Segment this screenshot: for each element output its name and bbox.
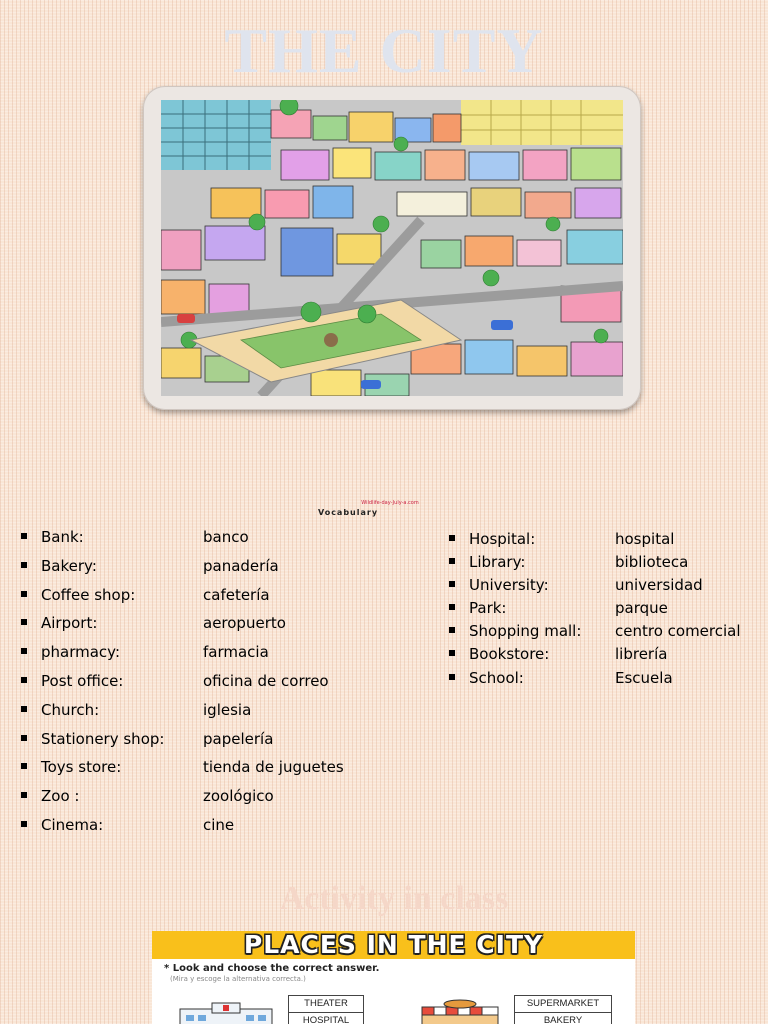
- vocabulary-label: Vocabulary: [317, 508, 379, 517]
- bullet-icon: [21, 706, 27, 712]
- vocab-english: Coffee shop:: [41, 585, 136, 604]
- vocab-spanish: biblioteca: [615, 553, 689, 572]
- vocab-english: Bookstore:: [469, 645, 550, 664]
- vocab-spanish: cine: [203, 815, 235, 834]
- answer-box-2: [514, 995, 612, 1024]
- bullet-icon: [21, 677, 27, 683]
- vocab-spanish: banco: [203, 528, 249, 546]
- answer-option[interactable]: THEATER: [289, 996, 363, 1013]
- bullet-icon: [449, 581, 455, 587]
- bullet-icon: [449, 535, 455, 541]
- bullet-icon: [21, 591, 27, 597]
- bullet-icon: [21, 763, 27, 769]
- bullet-icon: [21, 562, 27, 568]
- vocab-english: Bakery:: [41, 556, 97, 575]
- vocab-spanish: librería: [615, 645, 668, 664]
- watermark-text: Wildlife-day-July-a.com: [361, 500, 419, 506]
- vocab-english: Zoo :: [41, 787, 80, 806]
- vocab-english: Cinema:: [41, 815, 104, 834]
- vocab-english: Post office:: [41, 671, 124, 690]
- vocab-spanish: aeropuerto: [203, 614, 286, 633]
- city-illustration-frame: [143, 86, 641, 410]
- answer-box-1: [288, 995, 364, 1024]
- vocab-english: Bank:: [41, 528, 84, 546]
- vocab-spanish: oficina de correo: [203, 671, 329, 690]
- bakery-icon: [420, 999, 500, 1024]
- worksheet-title: PLACES IN THE CITY: [243, 931, 544, 959]
- bullet-icon: [21, 792, 27, 798]
- bullet-icon: [21, 735, 27, 741]
- vocab-english: Stationery shop:: [41, 729, 165, 748]
- vocab-english: Park:: [469, 599, 507, 618]
- vocab-english: Toys store:: [41, 758, 122, 777]
- vocab-spanish: parque: [615, 599, 668, 618]
- bullet-icon: [21, 821, 27, 827]
- hospital-icon: [178, 1001, 274, 1024]
- vocab-spanish: papelería: [203, 729, 274, 748]
- bullet-icon: [449, 627, 455, 633]
- vocab-spanish: iglesia: [203, 700, 252, 719]
- vocab-english: School:: [469, 668, 524, 687]
- vocab-english: Airport:: [41, 614, 98, 633]
- vocab-english: Shopping mall:: [469, 622, 582, 641]
- vocab-spanish: zoológico: [203, 787, 274, 806]
- vocab-english: University:: [469, 576, 549, 595]
- vocab-english: Church:: [41, 700, 100, 719]
- vocab-english: Library:: [469, 553, 526, 572]
- bullet-icon: [21, 648, 27, 654]
- bullet-icon: [449, 674, 455, 680]
- vocab-spanish: Escuela: [615, 668, 673, 687]
- vocab-spanish: universidad: [615, 576, 703, 595]
- bullet-icon: [21, 533, 27, 539]
- vocab-spanish: tienda de juguetes: [203, 758, 344, 777]
- worksheet-instruction-sub: (Mira y escoge la alternativa correcta.): [170, 975, 306, 983]
- bullet-icon: [449, 650, 455, 656]
- vocab-spanish: panadería: [203, 556, 279, 575]
- vocab-english: Hospital:: [469, 530, 536, 548]
- bullet-icon: [449, 604, 455, 610]
- bullet-icon: [21, 619, 27, 625]
- answer-option[interactable]: BAKERY: [543, 1015, 583, 1024]
- vocab-spanish: cafetería: [203, 585, 270, 604]
- vocab-spanish: centro comercial: [615, 622, 741, 641]
- worksheet-instruction: * Look and choose the correct answer.: [164, 963, 380, 974]
- answer-option[interactable]: HOSPITAL: [302, 1015, 350, 1024]
- activity-title: Activity in class: [279, 880, 509, 917]
- page-title: THE CITY: [224, 15, 544, 86]
- vocab-spanish: hospital: [615, 530, 675, 548]
- worksheet-preview: [152, 931, 635, 1024]
- vocab-english: pharmacy:: [41, 643, 121, 662]
- answer-option[interactable]: SUPERMARKET: [515, 996, 611, 1013]
- vocab-spanish: farmacia: [203, 643, 269, 662]
- bullet-icon: [449, 558, 455, 564]
- city-illustration: [161, 100, 623, 396]
